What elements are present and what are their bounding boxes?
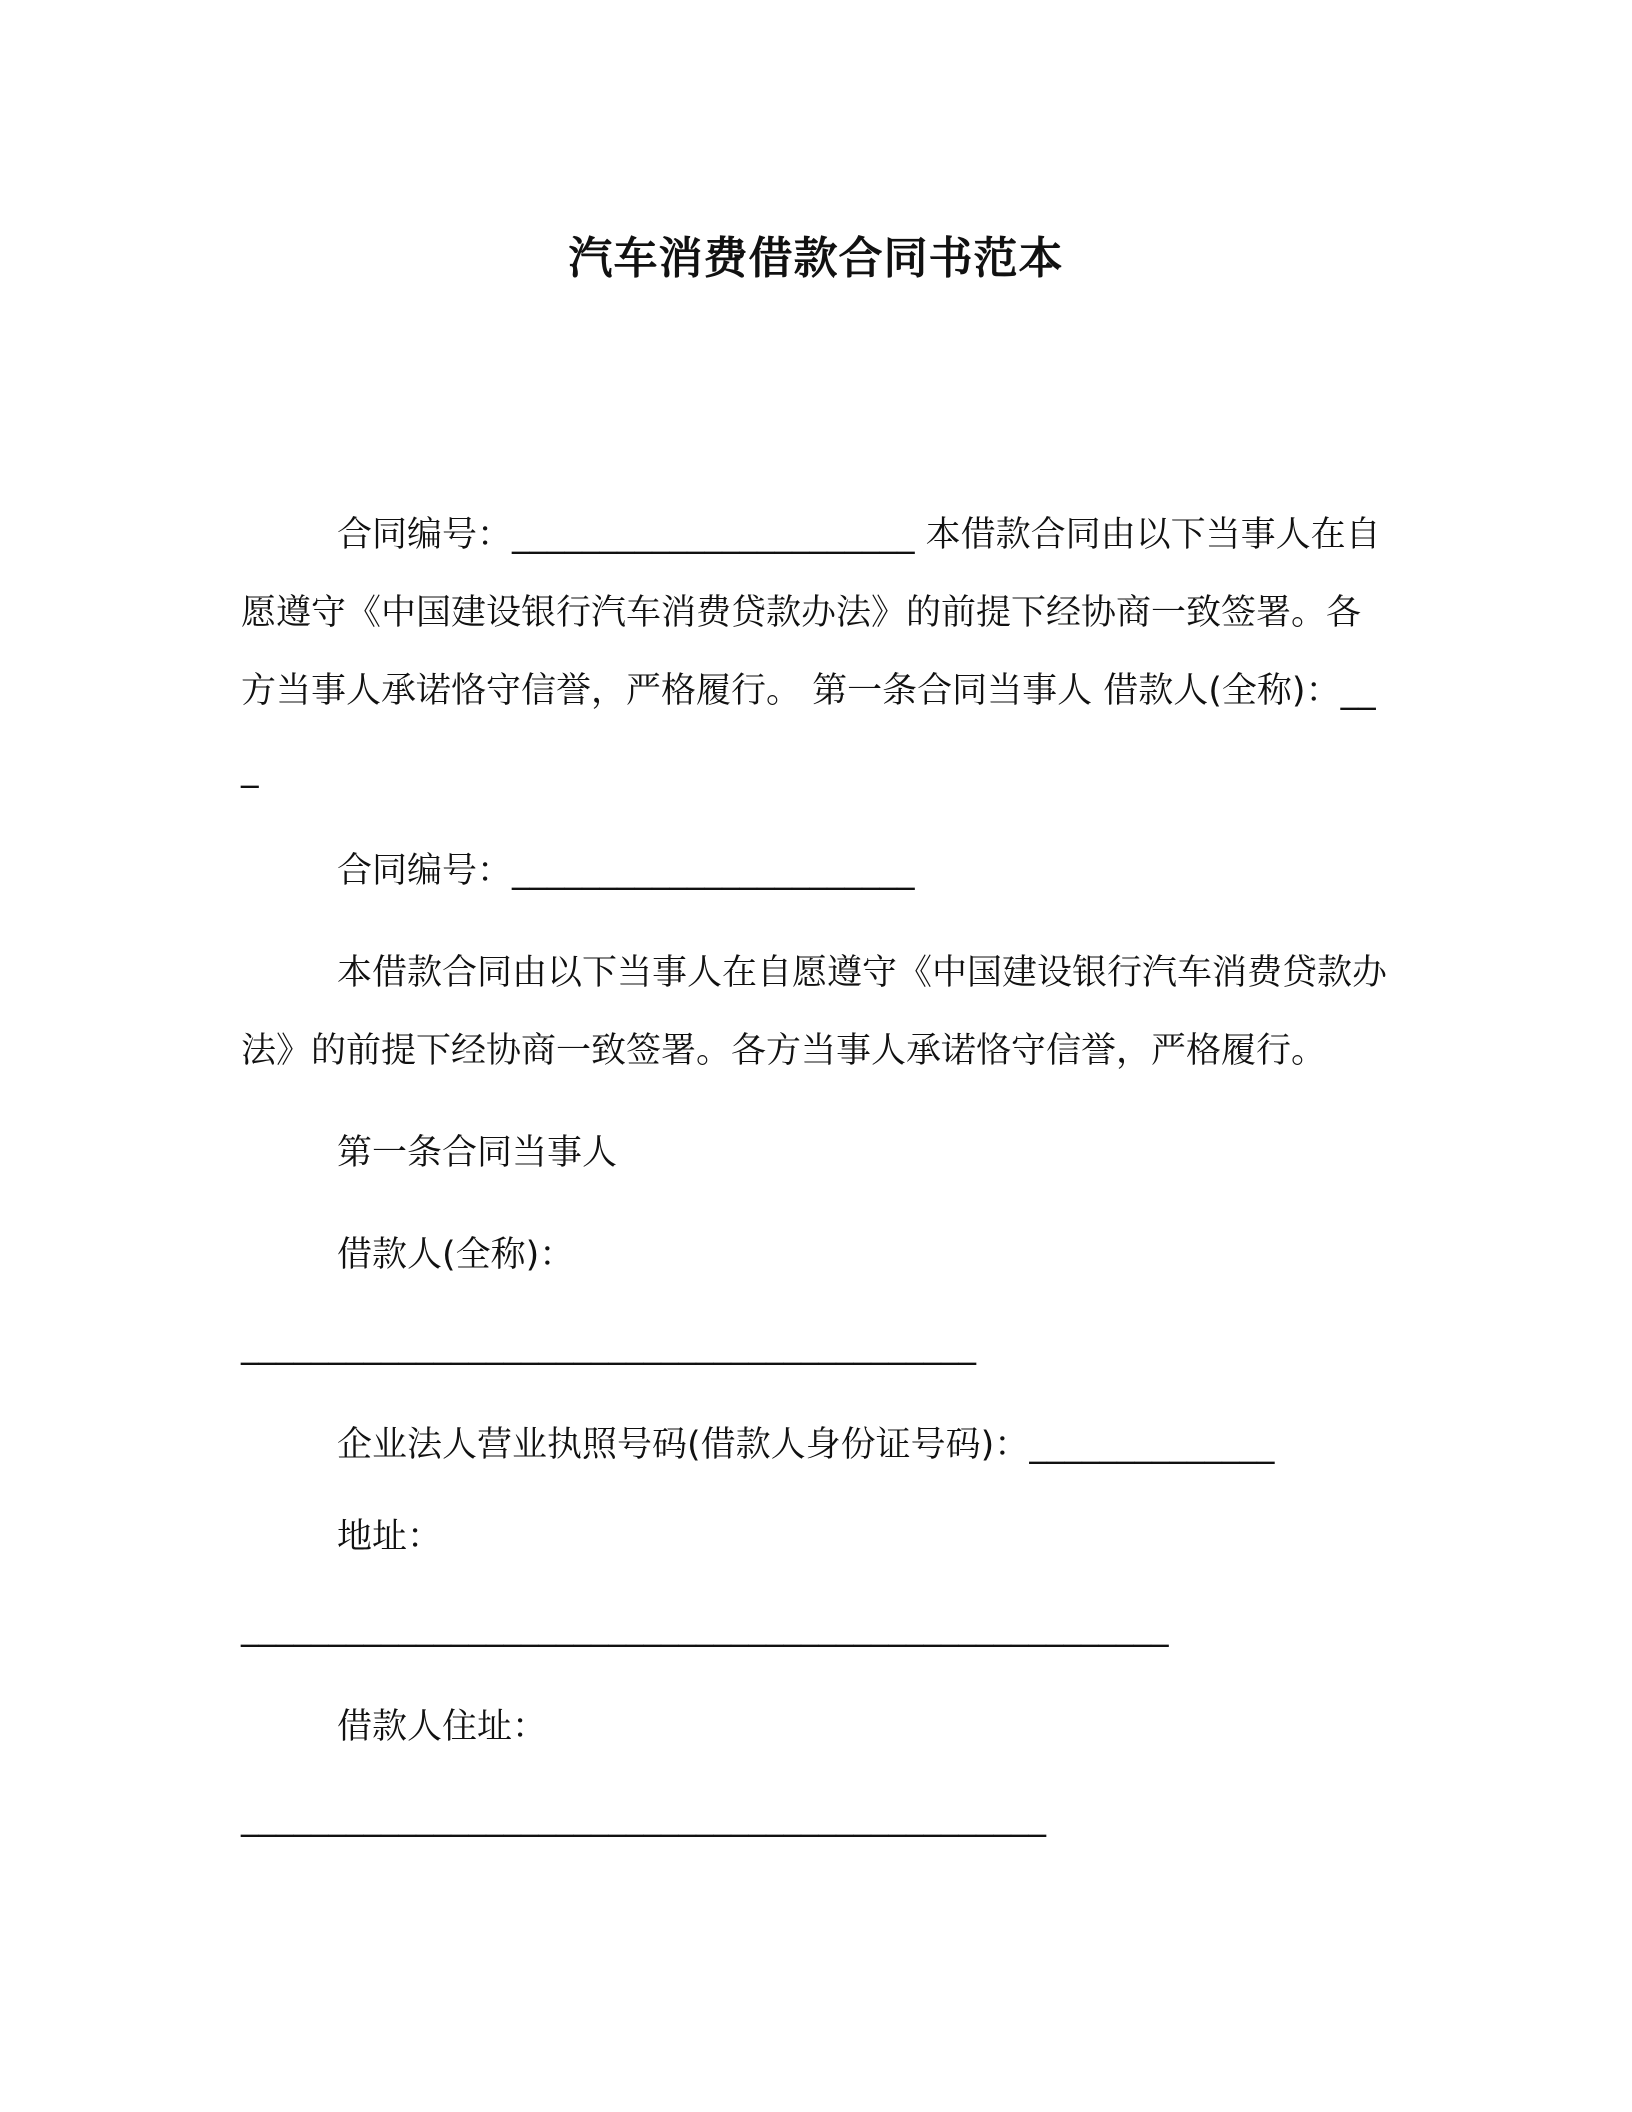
borrower-residence-blank: ______________________________________________ <box>241 1798 1046 1838</box>
borrower-name-label: 借款人(全称)： <box>337 1235 575 1275</box>
license-number-blank: ______________ <box>1029 1425 1275 1465</box>
document-title: 汽车消费借款合同书范本 <box>568 233 1064 284</box>
contract-number-blank: _______________________ <box>512 851 915 891</box>
address-label: 地址： <box>337 1517 443 1557</box>
agreement-paragraph: 本借款合同由以下当事人在自愿遵守《中国建设银行汽车消费贷款办法》的前提下经协商一致签署。各方当事人承诺恪守信誉，严格履行。 <box>241 953 1388 1071</box>
borrower-name-blank: __________________________________________ <box>241 1326 976 1366</box>
document-body <box>241 496 1391 1848</box>
license-number-label: 企业法人营业执照号码(借款人身份证号码)： <box>337 1425 1030 1465</box>
intro-paragraph: 合同编号：_______________________ 本借款合同由以下当事人在自愿遵守《中国建设银行汽车消费贷款办法》的前提下经协商一致签署。各方当事人承诺恪守信誉，严格履行。 第一条合同当事人 借款人(全称)：___ <box>241 515 1381 789</box>
address-blank: _____________________________________________________ <box>241 1608 1169 1648</box>
borrower-residence-label: 借款人住址： <box>337 1707 548 1747</box>
contract-number-line <box>241 832 1391 910</box>
article-1-heading: 第一条合同当事人 <box>337 1133 618 1173</box>
license-number-line <box>241 1406 1391 1484</box>
contract-number-label: 合同编号： <box>337 851 513 891</box>
